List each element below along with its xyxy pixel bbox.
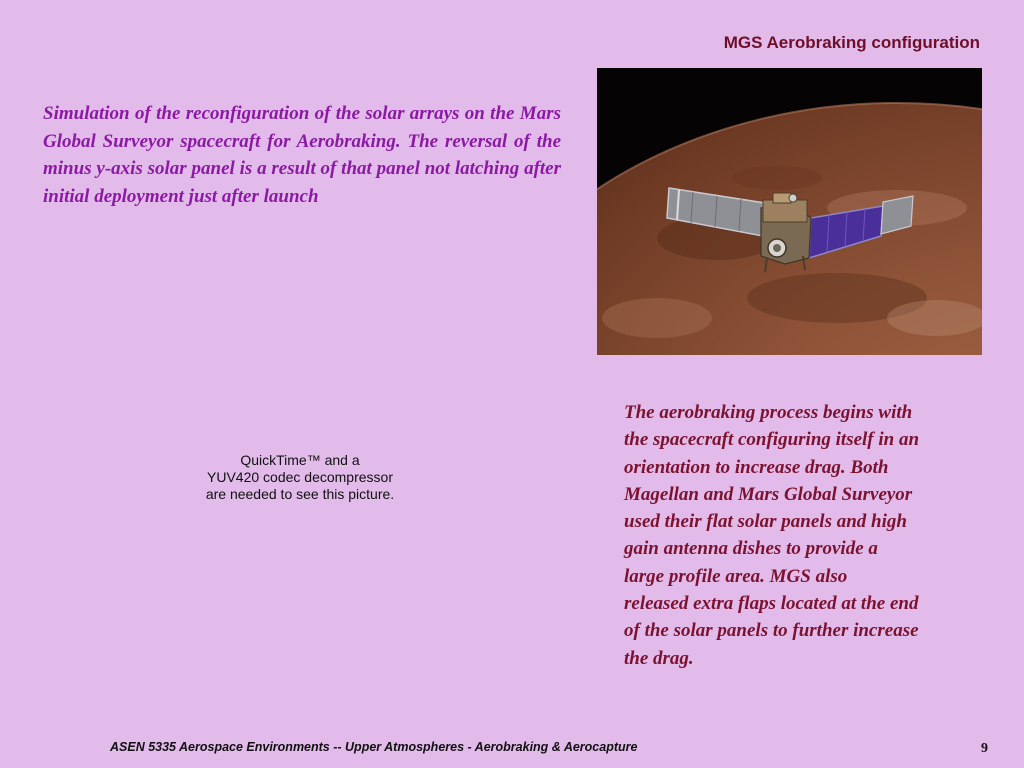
description-line: The aerobraking process begins with <box>624 402 913 423</box>
placeholder-line-2: YUV420 codec decompressor <box>207 469 393 485</box>
description-line: the spacecraft configuring itself in an <box>624 429 920 451</box>
footer-course-title: ASEN 5335 Aerospace Environments -- Upper Atmospheres - Aerobraking & Aerocapture <box>110 740 638 754</box>
description-line: released extra flaps located at the end <box>624 593 919 615</box>
description-line: orientation to increase drag. Both <box>624 456 889 478</box>
simulation-description: Simulation of the reconfiguration of the solar arrays on the Mars Global Surveyor spacecraft for Aerobraking. The reversal of the minus y-axis solar panel is a result of that panel not latching after initial deployment just after launch <box>43 103 561 207</box>
quicktime-placeholder <box>150 452 450 503</box>
description-line: gain antenna dishes to provide a <box>624 538 878 560</box>
description-line: large profile area. MGS also <box>624 565 848 587</box>
mars-surveyor-image <box>597 68 982 355</box>
aerobraking-description <box>624 399 984 672</box>
description-line: the drag. <box>624 647 694 669</box>
page-number: 9 <box>981 741 988 756</box>
description-line: Magellan and Mars Global Surveyor <box>624 483 913 505</box>
placeholder-line-1: QuickTime™ and a <box>240 452 360 468</box>
description-line: used their flat solar panels and high <box>624 511 907 533</box>
description-line: of the solar panels to further increase <box>624 620 919 642</box>
placeholder-line-3: are needed to see this picture. <box>205 486 395 502</box>
slide-title: MGS Aerobraking configuration <box>723 33 980 52</box>
